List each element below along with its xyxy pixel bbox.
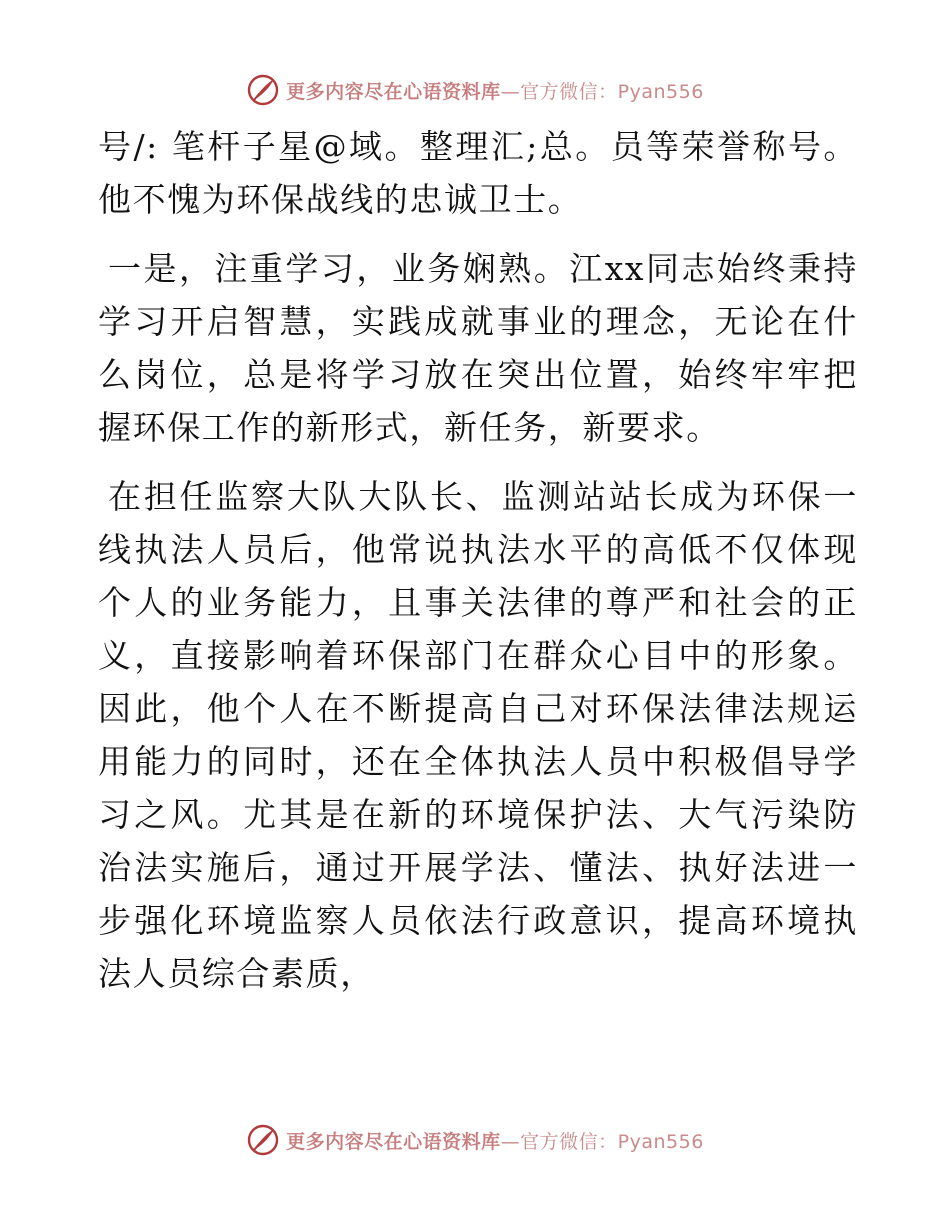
header-banner-text (286, 77, 704, 104)
header-watermark-banner (0, 70, 950, 110)
footer-watermark-banner (0, 1120, 950, 1160)
footer-banner-brand: 更多内容尽在心语资料库 (286, 1130, 501, 1153)
header-banner-brand: 更多内容尽在心语资料库 (286, 80, 501, 103)
footer-banner-contact: 官方微信：Pyan556 (520, 1130, 704, 1153)
footer-banner-text (286, 1127, 704, 1154)
paragraph-3: 在担任监察大队大队长、监测站站长成为环保一线执法人员后，他常说执法水平的高低不仅体现个人的业务能力，且事关法律的尊严和社会的正义，直接影响着环保部门在群众心目中的形象。因此，他个人在不断提高自己对环保法律法规运用能力的同时，还在全体执法人员中积极倡导学习之风。尤其是在新的环境保护法、大气污染防治法实施后，通过开展学法、懂法、执好法进一步强化环境监察人员依法行政意识，提高环境执法人员综合素质， (98, 477, 858, 993)
header-banner-separator: — (500, 80, 521, 103)
paragraph-1: 号/: 笔杆子星@域。整理汇;总。员等荣誉称号。他不愧为环保战线的忠诚卫士。 (98, 127, 858, 219)
feather-pen-icon (246, 1123, 280, 1157)
document-body (98, 120, 858, 1000)
header-banner-contact: 官方微信：Pyan556 (520, 80, 704, 103)
footer-banner-separator: — (500, 1130, 521, 1153)
feather-pen-icon (246, 73, 280, 107)
paragraph-2: 一是，注重学习，业务娴熟。江xx同志始终秉持学习开启智慧，实践成就事业的理念，无论在什么岗位，总是将学习放在突出位置，始终牢牢把握环保工作的新形式，新任务，新要求。 (98, 249, 858, 447)
